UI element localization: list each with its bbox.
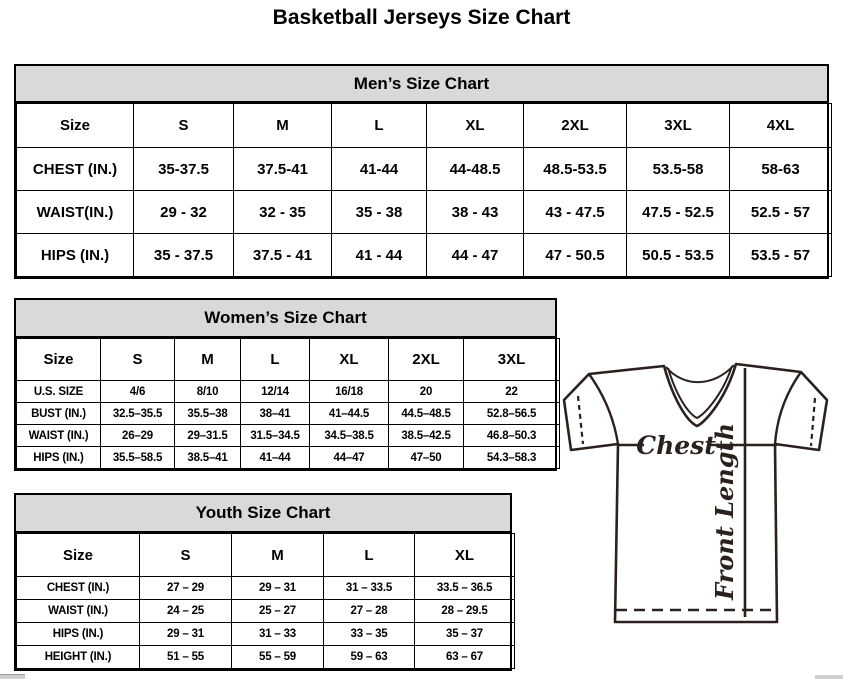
womens-data-row — [17, 447, 560, 469]
mens-size-cell: 43 - 47.5 — [524, 191, 627, 234]
mens-chart-title: Men’s Size Chart — [16, 66, 827, 103]
mens-size-cell: 35 - 37.5 — [134, 234, 234, 277]
mens-size-cell: 37.5-41 — [234, 148, 332, 191]
mens-column-header: 4XL — [730, 104, 832, 148]
mens-column-header: 3XL — [627, 104, 730, 148]
mens-column-header: L — [332, 104, 427, 148]
mens-size-cell: 47.5 - 52.5 — [627, 191, 730, 234]
mens-size-cell: 44-48.5 — [427, 148, 524, 191]
mens-size-cell: 38 - 43 — [427, 191, 524, 234]
mens-size-cell: 35-37.5 — [134, 148, 234, 191]
youth-size-cell: 25 – 27 — [232, 600, 324, 623]
mens-size-cell: 41-44 — [332, 148, 427, 191]
womens-row-label: WAIST (IN.) — [17, 425, 101, 447]
womens-size-table — [16, 338, 560, 469]
womens-size-cell: 41–44.5 — [310, 403, 389, 425]
youth-size-cell: 51 – 55 — [140, 646, 232, 669]
womens-row-label: HIPS (IN.) — [17, 447, 101, 469]
womens-size-cell: 44–47 — [310, 447, 389, 469]
youth-size-chart — [14, 493, 512, 671]
jersey-measurement-diagram — [556, 354, 843, 654]
mens-size-cell: 52.5 - 57 — [730, 191, 832, 234]
youth-column-header: Size — [17, 534, 140, 577]
mens-data-row — [17, 191, 832, 234]
mens-size-cell: 50.5 - 53.5 — [627, 234, 730, 277]
mens-size-cell: 48.5-53.5 — [524, 148, 627, 191]
mens-size-cell: 35 - 38 — [332, 191, 427, 234]
womens-size-cell: 20 — [389, 381, 464, 403]
womens-size-cell: 4/6 — [101, 381, 175, 403]
mens-row-label: WAIST(IN.) — [17, 191, 134, 234]
womens-data-row — [17, 403, 560, 425]
womens-size-cell: 16/18 — [310, 381, 389, 403]
womens-size-cell: 38.5–41 — [175, 447, 241, 469]
page-title: Basketball Jerseys Size Chart — [272, 6, 571, 29]
mens-size-cell: 32 - 35 — [234, 191, 332, 234]
womens-column-header: 3XL — [464, 339, 560, 381]
womens-size-cell: 44.5–48.5 — [389, 403, 464, 425]
youth-row-label: HEIGHT (IN.) — [17, 646, 140, 669]
youth-size-cell: 31 – 33.5 — [324, 577, 415, 600]
womens-size-chart — [14, 298, 557, 471]
womens-size-cell: 38.5–42.5 — [389, 425, 464, 447]
youth-size-cell: 63 – 67 — [415, 646, 515, 669]
mens-data-row — [17, 234, 832, 277]
front-length-label: Front Length — [710, 422, 739, 600]
womens-data-row — [17, 381, 560, 403]
womens-row-label: BUST (IN.) — [17, 403, 101, 425]
mens-row-label: CHEST (IN.) — [17, 148, 134, 191]
womens-size-cell: 22 — [464, 381, 560, 403]
youth-size-cell: 31 – 33 — [232, 623, 324, 646]
womens-column-header: XL — [310, 339, 389, 381]
youth-size-cell: 24 – 25 — [140, 600, 232, 623]
womens-size-cell: 54.3–58.3 — [464, 447, 560, 469]
womens-chart-title: Women’s Size Chart — [16, 300, 555, 338]
youth-data-row — [17, 577, 515, 600]
womens-data-row — [17, 425, 560, 447]
womens-size-cell: 31.5–34.5 — [241, 425, 310, 447]
mens-column-header: 2XL — [524, 104, 627, 148]
youth-row-label: CHEST (IN.) — [17, 577, 140, 600]
youth-size-cell: 33.5 – 36.5 — [415, 577, 515, 600]
youth-data-row — [17, 623, 515, 646]
youth-data-row — [17, 646, 515, 669]
womens-size-cell: 32.5–35.5 — [101, 403, 175, 425]
womens-column-header: M — [175, 339, 241, 381]
womens-column-header: S — [101, 339, 175, 381]
collar-back-seam — [666, 365, 734, 382]
cutoff-fragment-right — [815, 675, 843, 679]
womens-size-cell: 29–31.5 — [175, 425, 241, 447]
mens-data-row — [17, 148, 832, 191]
womens-size-cell: 41–44 — [241, 447, 310, 469]
mens-header-row — [17, 104, 832, 148]
youth-data-row — [17, 600, 515, 623]
youth-column-header: L — [324, 534, 415, 577]
youth-column-header: XL — [415, 534, 515, 577]
mens-row-label: HIPS (IN.) — [17, 234, 134, 277]
youth-column-header: M — [232, 534, 324, 577]
womens-column-header: Size — [17, 339, 101, 381]
youth-row-label: HIPS (IN.) — [17, 623, 140, 646]
womens-size-cell: 34.5–38.5 — [310, 425, 389, 447]
womens-size-cell: 12/14 — [241, 381, 310, 403]
youth-chart-title: Youth Size Chart — [16, 495, 510, 533]
youth-size-cell: 29 – 31 — [232, 577, 324, 600]
mens-size-cell: 53.5 - 57 — [730, 234, 832, 277]
youth-header-row — [17, 534, 515, 577]
youth-size-cell: 59 – 63 — [324, 646, 415, 669]
mens-size-cell: 58-63 — [730, 148, 832, 191]
womens-size-cell: 46.8–50.3 — [464, 425, 560, 447]
womens-size-cell: 52.8–56.5 — [464, 403, 560, 425]
womens-column-header: L — [241, 339, 310, 381]
youth-size-cell: 55 – 59 — [232, 646, 324, 669]
mens-size-cell: 44 - 47 — [427, 234, 524, 277]
youth-size-table — [16, 533, 515, 669]
mens-column-header: Size — [17, 104, 134, 148]
womens-size-cell: 26–29 — [101, 425, 175, 447]
mens-column-header: XL — [427, 104, 524, 148]
womens-size-cell: 8/10 — [175, 381, 241, 403]
mens-column-header: M — [234, 104, 332, 148]
womens-size-cell: 35.5–38 — [175, 403, 241, 425]
mens-size-chart — [14, 64, 829, 279]
womens-column-header: 2XL — [389, 339, 464, 381]
womens-size-cell: 35.5–58.5 — [101, 447, 175, 469]
mens-size-cell: 47 - 50.5 — [524, 234, 627, 277]
youth-size-cell: 35 – 37 — [415, 623, 515, 646]
youth-size-cell: 33 – 35 — [324, 623, 415, 646]
youth-size-cell: 29 – 31 — [140, 623, 232, 646]
mens-size-cell: 37.5 - 41 — [234, 234, 332, 277]
mens-size-cell: 41 - 44 — [332, 234, 427, 277]
mens-column-header: S — [134, 104, 234, 148]
jersey-outline — [564, 364, 827, 622]
youth-size-cell: 27 – 28 — [324, 600, 415, 623]
mens-size-cell: 53.5-58 — [627, 148, 730, 191]
youth-size-cell: 28 – 29.5 — [415, 600, 515, 623]
youth-column-header: S — [140, 534, 232, 577]
womens-row-label: U.S. SIZE — [17, 381, 101, 403]
mens-size-table — [16, 103, 832, 277]
womens-size-cell: 47–50 — [389, 447, 464, 469]
womens-size-cell: 38–41 — [241, 403, 310, 425]
youth-row-label: WAIST (IN.) — [17, 600, 140, 623]
cutoff-fragment-left — [0, 674, 25, 679]
womens-header-row — [17, 339, 560, 381]
youth-size-cell: 27 – 29 — [140, 577, 232, 600]
mens-size-cell: 29 - 32 — [134, 191, 234, 234]
chest-label: Chest — [636, 431, 716, 460]
